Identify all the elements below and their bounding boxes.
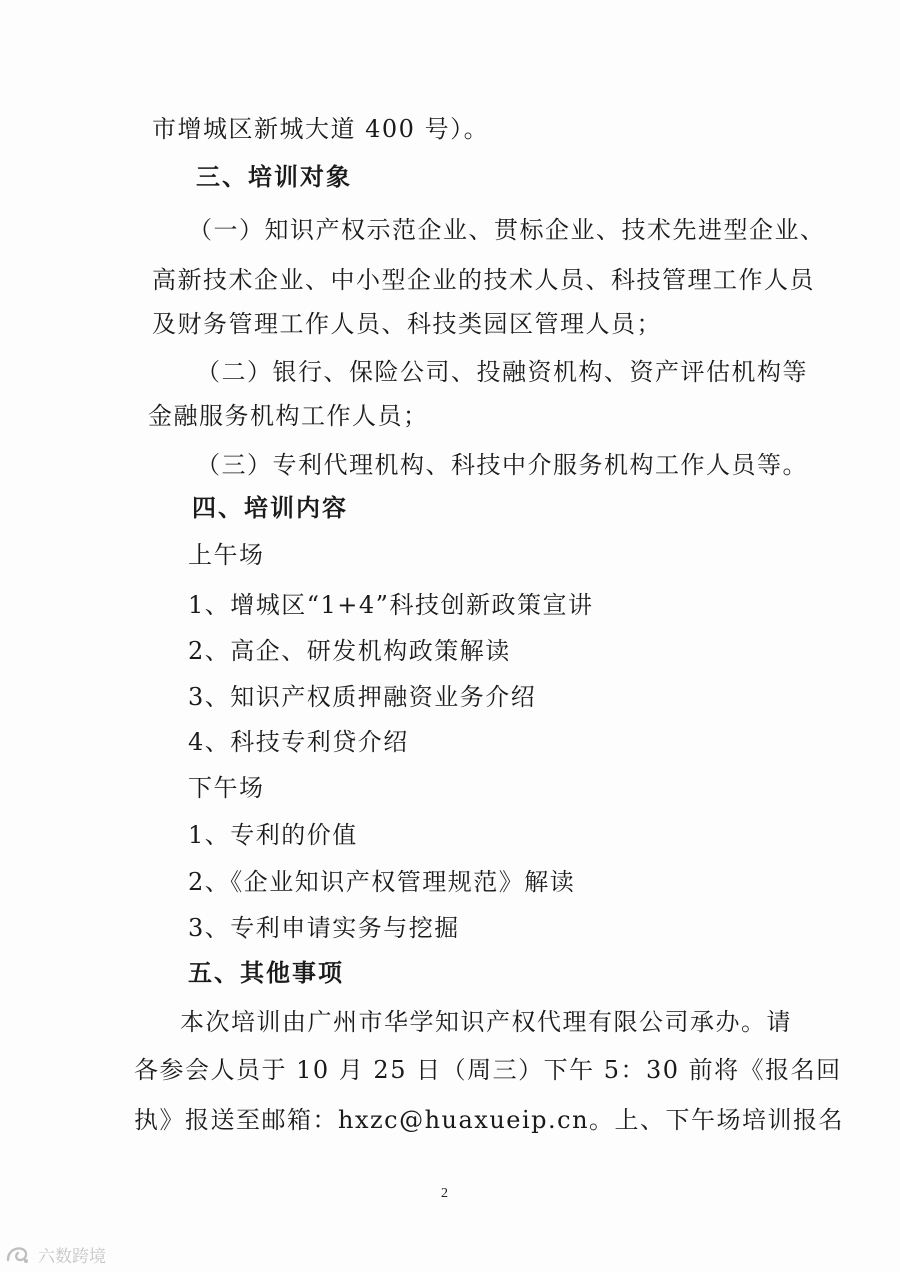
list-item: 2、高企、研发机构政策解读 xyxy=(188,637,511,665)
list-item: 3、知识产权质押融资业务介绍 xyxy=(188,683,537,711)
list-item: 3、专利申请实务与挖掘 xyxy=(188,914,460,942)
text-line: 高新技术企业、中小型企业的技术人员、科技管理工作人员 xyxy=(152,266,815,294)
section-heading-4: 四、培训内容 xyxy=(192,494,348,522)
text-line: 金融服务机构工作人员； xyxy=(148,402,429,430)
text-line: （三）专利代理机构、科技中介服务机构工作人员等。 xyxy=(196,451,808,479)
text-line: （一）知识产权示范企业、贯标企业、技术先进型企业、 xyxy=(188,216,826,244)
logo-icon xyxy=(4,1242,32,1266)
watermark-text: 六数跨境 xyxy=(38,1246,106,1267)
text-line: 及财务管理工作人员、科技类园区管理人员； xyxy=(152,310,662,338)
text-line: 市增城区新城大道 400 号）。 xyxy=(152,115,490,143)
list-item: 1、增城区“1+4”科技创新政策宣讲 xyxy=(188,591,594,619)
page-number: 2 xyxy=(441,1186,448,1201)
list-item: 1、专利的价值 xyxy=(188,821,358,849)
text-line: 执》报送至邮箱：hxzc@huaxueip.cn。上、下午场培训报名 xyxy=(134,1106,845,1134)
watermark xyxy=(4,1240,106,1268)
session-label-morning: 上午场 xyxy=(188,541,265,569)
list-item: 2、《企业知识产权管理规范》解读 xyxy=(188,868,576,896)
section-heading-3: 三、培训对象 xyxy=(196,163,352,191)
text-line: 本次培训由广州市华学知识产权代理有限公司承办。请 xyxy=(180,1008,792,1036)
list-item: 4、科技专利贷介绍 xyxy=(188,728,409,756)
text-line: 各参会人员于 10 月 25 日（周三）下午 5：30 前将《报名回 xyxy=(134,1056,842,1084)
session-label-afternoon: 下午场 xyxy=(188,774,265,802)
section-heading-5: 五、其他事项 xyxy=(188,959,344,987)
text-line: （二）银行、保险公司、投融资机构、资产评估机构等 xyxy=(196,358,808,386)
